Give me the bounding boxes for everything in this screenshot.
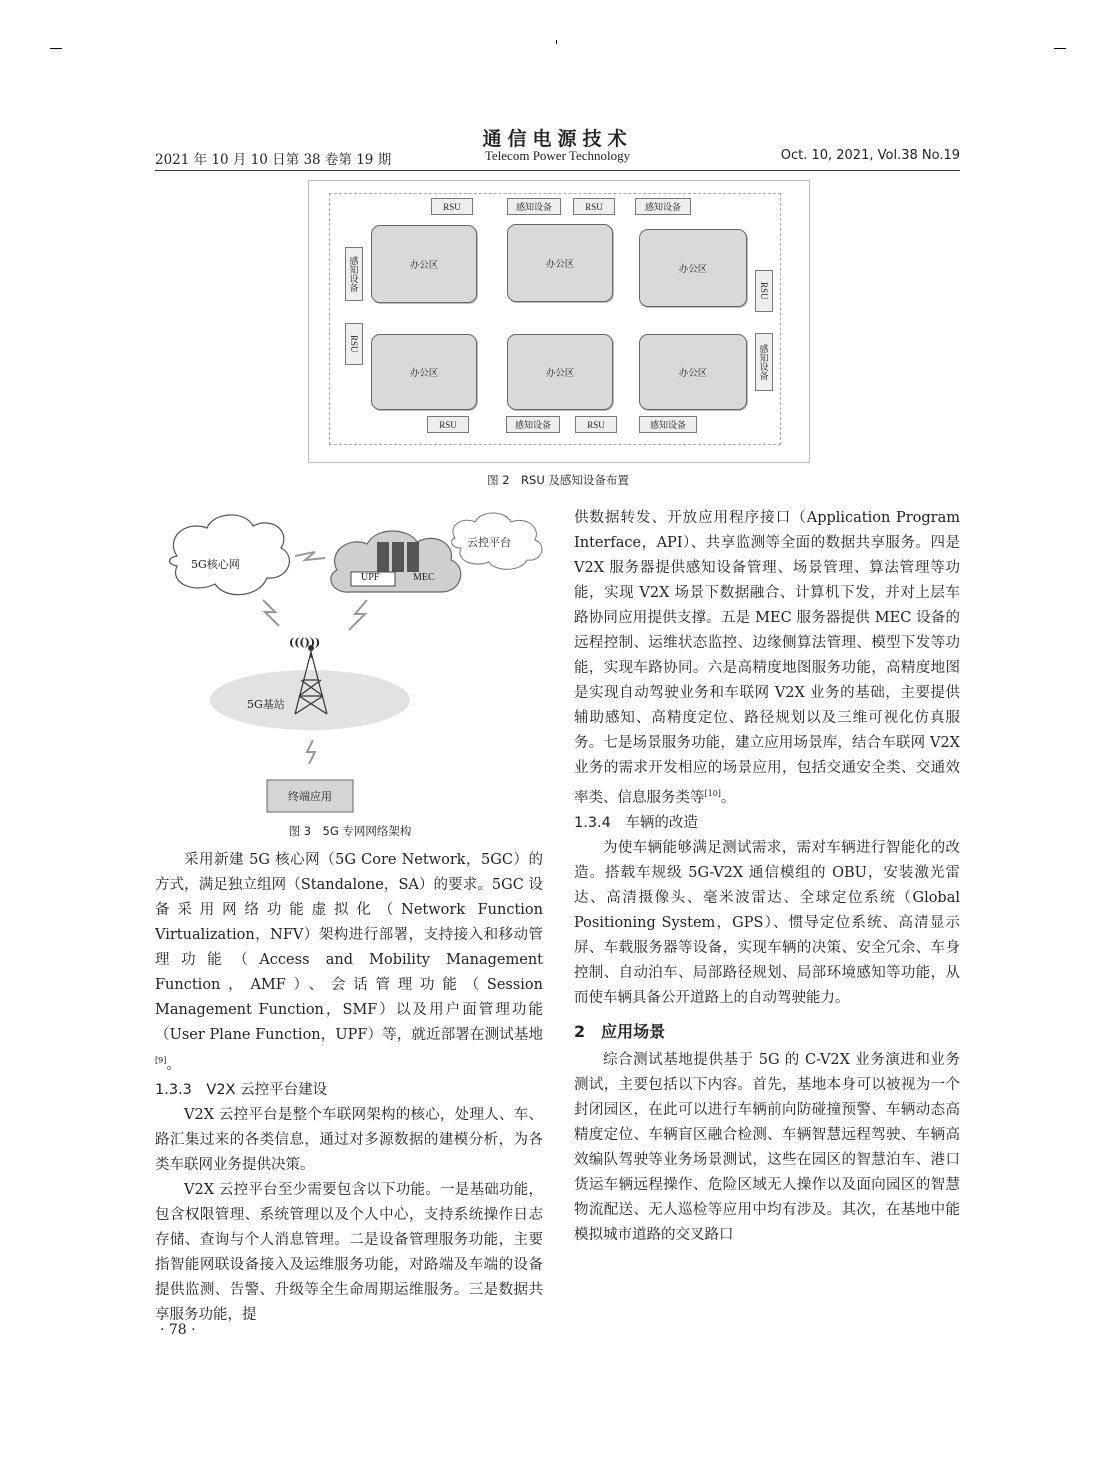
office-area: 办公区 <box>371 334 477 410</box>
core-network-label: 5G核心网 <box>191 558 240 571</box>
crop-mark-left <box>50 40 62 49</box>
office-area: 办公区 <box>507 224 613 302</box>
crop-mark-center <box>556 40 558 44</box>
core-cloud-shape <box>170 515 290 595</box>
server-icon <box>392 542 404 572</box>
header-issue-date: 2021 年 10 月 10 日第 38 卷第 19 期 <box>155 152 392 168</box>
figure-2-caption: 图 2 RSU 及感知设备布置 <box>487 473 629 487</box>
paragraph: V2X 云控平台是整个车联网架构的核心，处理人、车、路汇集过来的各类信息，通过对多源数据的建模分析，为各类车联网业务提供决策。 <box>155 1106 543 1173</box>
lightning-icon <box>349 600 367 630</box>
terminal-label: 终端应用 <box>288 790 332 803</box>
base-station-area <box>210 670 410 730</box>
office-area: 办公区 <box>507 334 613 410</box>
office-area: 办公区 <box>371 225 477 303</box>
signal-icon: ((())) <box>289 636 321 649</box>
lightning-icon <box>295 552 325 560</box>
figure-3-network <box>155 508 545 820</box>
right-column <box>574 506 960 1248</box>
sensor-tag-vertical: 感知设备 <box>755 333 773 391</box>
rsu-tag: RSU <box>575 416 617 433</box>
paragraph: 采用新建 5G 核心网（5G Core Network，5GC）的方式，满足独立组网（Standalone，SA）的要求。5GC 设备采用网络功能虚拟化（Network Function Virtualization，NFV）架构进行部署，支持接入和移动管理功能（Access and Mobility Management Function，AMF）、会话管理功能（Session Management Function，SMF）以及用户面管理功能（User Plane Function，UPF）等，就近部署在测试基地[9]。 <box>155 852 543 1073</box>
section-heading-1-3-4: 1.3.4 车辆的改造 <box>574 814 698 831</box>
lightning-icon <box>263 600 279 626</box>
figure-3-caption: 图 3 5G 专网网络架构 <box>288 824 412 838</box>
base-station-label: 5G基站 <box>247 698 285 711</box>
rsu-tag-vertical: RSU <box>345 323 363 365</box>
paragraph: 综合测试基地提供基于 5G 的 C-V2X 业务演进和业务测试，主要包括以下内容。首先，基地本身可以被视为一个封闭园区，在此可以进行车辆前向防碰撞预警、车辆动态高精度定位、车辆盲区融合检测、车辆智慧远程驾驶、车辆高效编队驾驶等业务场景测试，这些在园区的智慧泊车、港口货运车辆远程操作、危险区域无人操作以及面向园区的智慧物流配送、无人巡检等应用中均有涉及。其次，在基地中能模拟城市道路的交叉路口 <box>574 1051 960 1243</box>
server-icon <box>377 542 389 572</box>
sensor-tag-vertical: 感知设备 <box>345 247 363 301</box>
sensor-tag: 感知设备 <box>507 198 561 215</box>
crop-mark-right <box>1054 40 1066 49</box>
journal-title-cn: 通信电源技术 <box>482 128 633 150</box>
server-icon <box>407 542 419 572</box>
rsu-tag: RSU <box>431 198 473 215</box>
lightning-icon <box>307 740 315 764</box>
section-heading-2: 2 应用场景 <box>574 1021 666 1041</box>
figure-3-drawing <box>155 508 545 820</box>
office-area: 办公区 <box>639 334 747 410</box>
paragraph: 为使车辆能够满足测试需求，需对车辆进行智能化的改造。搭载车规级 5G-V2X 通信模组的 OBU，安装激光雷达、高清摄像头、毫米波雷达、全球定位系统（Global Positioning System，GPS）、惯导定位系统、高清显示屏、车载服务器等设备，实现车辆的决策、安全冗余、车身控制、自动泊车、局部路径规划、局部环境感知等功能，从而使车辆具备公开道路上的自动驾驶能力。 <box>574 839 960 1006</box>
cloud-platform-label: 云控平台 <box>467 536 511 549</box>
office-area: 办公区 <box>639 229 747 307</box>
sensor-tag: 感知设备 <box>635 198 691 215</box>
rsu-tag: RSU <box>427 416 469 433</box>
paragraph: V2X 云控平台至少需要包含以下功能。一是基础功能，包含权限管理、系统管理以及个人中心，支持系统操作日志存储、查询与个人消息管理。二是设备管理服务功能，主要指智能网联设备接入及运维服务功能，对路端及车端的设备提供监测、告警、升级等全生命周期运维服务。三是数据共享服务功能，提 <box>155 1181 543 1323</box>
figure-2-rsu-layout <box>308 180 810 463</box>
mec-label: MEC <box>413 572 435 583</box>
journal-title-en: Telecom Power Technology <box>484 148 631 163</box>
upf-label: UPF <box>361 572 380 583</box>
page-number: · 78 · <box>160 1322 196 1338</box>
section-heading-1-3-3: 1.3.3 V2X 云控平台建设 <box>155 1081 328 1098</box>
rsu-tag: RSU <box>573 198 615 215</box>
paragraph: 供数据转发、开放应用程序接口（Application Program Interface，API）、共享监测等全面的数据共享服务。四是 V2X 服务器提供感知设备管理、场景管理、算法管理等功能，实现 V2X 场景下数据融合、计算机下发，并对上层车路协同应用提供支撑。五是 MEC 服务器提供 MEC 设备的远程控制、运维状态监控、边缘侧算法管理、模型下发等功能，实现车路协同。六是高精度地图服务功能，高精度地图是实现自动驾驶业务和车联网 V2X 业务的基础，主要提供辅助感知、高精度定位、路径规划以及三维可视化仿真服务。七是场景服务功能，建立应用场景库，结合车联网 V2X 业务的需求开发相应的场景应用，包括交通安全类、交通效率类、信息服务类等[10]。 <box>574 510 960 806</box>
left-column <box>155 848 543 1328</box>
rsu-tag-vertical: RSU <box>755 270 773 312</box>
header-issue-en: Oct. 10, 2021, Vol.38 No.19 <box>780 148 960 163</box>
sensor-tag: 感知设备 <box>506 416 560 433</box>
sensor-tag: 感知设备 <box>639 416 697 433</box>
header-rule <box>155 170 960 171</box>
